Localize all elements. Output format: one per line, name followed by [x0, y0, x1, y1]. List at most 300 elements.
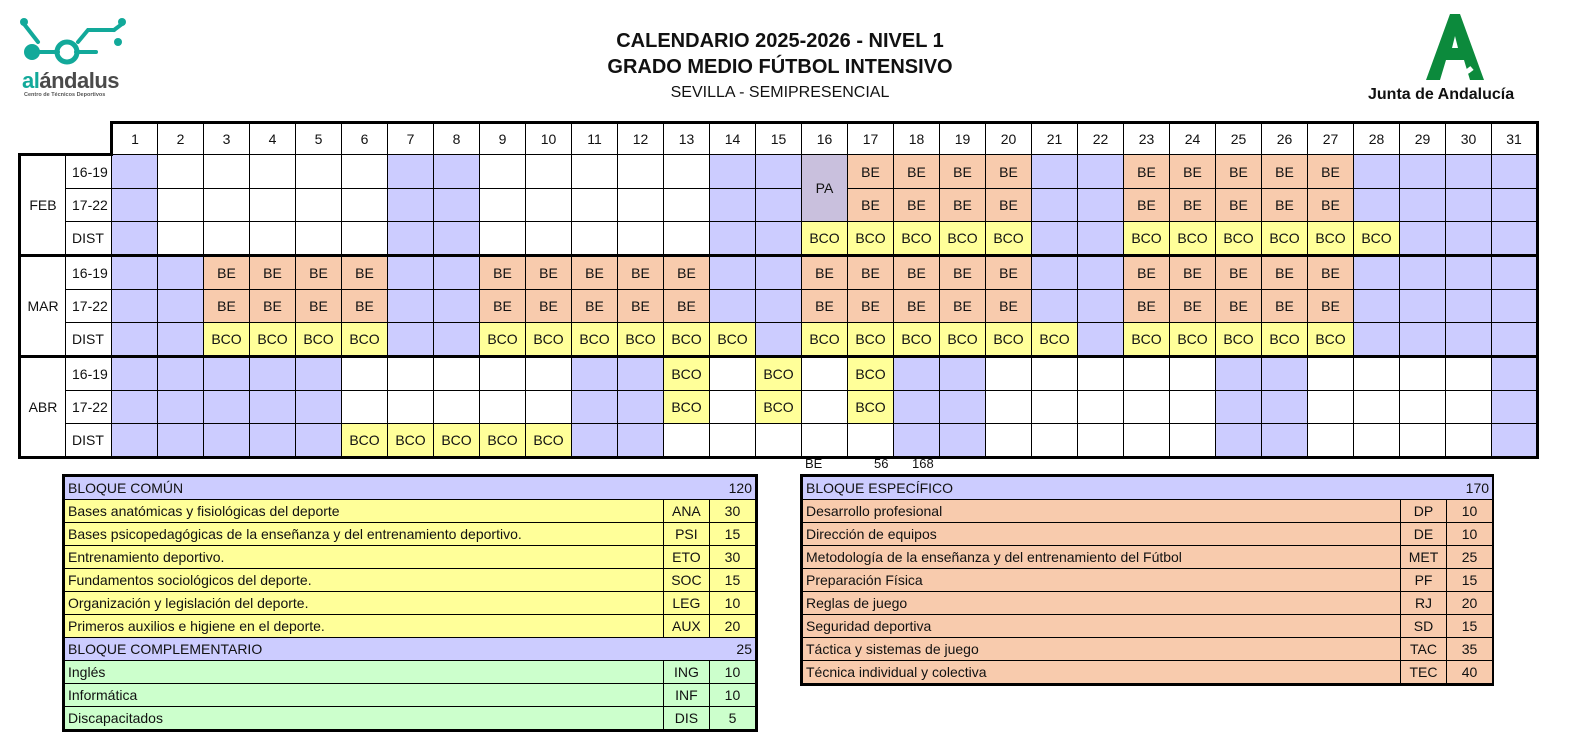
module-row [803, 569, 1493, 592]
calendar-cell [204, 222, 250, 256]
calendar-cell [434, 357, 480, 391]
month-label: MAR [20, 256, 66, 357]
day-header-29: 29 [1400, 123, 1446, 155]
module-hours: 20 [709, 615, 755, 638]
calendar-cell [204, 155, 250, 189]
calendar-cell [1308, 391, 1354, 424]
calendar-cell [710, 189, 756, 222]
module-name: Entrenamiento deportivo. [65, 546, 664, 569]
day-header-31: 31 [1492, 123, 1538, 155]
day-header-row [20, 123, 1538, 155]
session-cell-be: BE [342, 256, 388, 290]
session-cell-bco: BCO [572, 323, 618, 357]
session-cell-bco: BCO [940, 222, 986, 256]
time-slot-label: DIST [66, 323, 112, 357]
day-header-19: 19 [940, 123, 986, 155]
module-name: Desarrollo profesional [803, 500, 1401, 523]
session-cell-be: BE [1216, 189, 1262, 222]
calendar-cell [710, 256, 756, 290]
calendar-cell [1078, 391, 1124, 424]
calendar-cell [1492, 155, 1538, 189]
calendar-cell [756, 424, 802, 458]
session-cell-be: BE [204, 256, 250, 290]
module-name: Metodología de la enseñanza y del entrenamiento del Fútbol [803, 546, 1401, 569]
calendar-cell [1492, 256, 1538, 290]
calendar-cell [388, 189, 434, 222]
calendar-cell [434, 323, 480, 357]
calendar-cell [1446, 357, 1492, 391]
calendar-cell [1078, 155, 1124, 189]
module-code: DE [1401, 523, 1447, 546]
junta-name: Junta de Andalucía [1368, 86, 1515, 103]
module-hours: 15 [1447, 569, 1493, 592]
calendar-cell [250, 222, 296, 256]
module-hours: 30 [709, 546, 755, 569]
calendar-cell [1400, 155, 1446, 189]
calendar-cell [618, 222, 664, 256]
calendar-cell [1446, 155, 1492, 189]
calendar-cell [940, 357, 986, 391]
session-cell-be: BE [940, 155, 986, 189]
calendar-cell [710, 424, 756, 458]
session-cell-be: BE [1216, 155, 1262, 189]
session-cell-be: BE [1262, 189, 1308, 222]
calendar-cell [250, 357, 296, 391]
calendar-cell [1262, 357, 1308, 391]
session-cell-be: BE [1170, 155, 1216, 189]
day-header-15: 15 [756, 123, 802, 155]
session-cell-bco: BCO [1216, 323, 1262, 357]
session-cell-be: BE [986, 155, 1032, 189]
calendar-cell [480, 357, 526, 391]
session-cell-be: BE [1124, 290, 1170, 323]
calendar-cell [158, 357, 204, 391]
calendar-cell [112, 256, 158, 290]
session-cell-bco: BCO [434, 424, 480, 458]
calendar-cell [480, 155, 526, 189]
session-cell-be: BE [1124, 256, 1170, 290]
calendar-cell [1492, 290, 1538, 323]
alandalus-logo [18, 12, 148, 100]
day-header-26: 26 [1262, 123, 1308, 155]
module-hours: 40 [1447, 661, 1493, 684]
session-cell-bco: BCO [848, 323, 894, 357]
calendar-cell [1400, 424, 1446, 458]
calendar-cell [250, 189, 296, 222]
calendar-cell [1124, 424, 1170, 458]
module-row [803, 592, 1493, 615]
session-cell-be: BE [1308, 189, 1354, 222]
day-header-13: 13 [664, 123, 710, 155]
calendar-cell [480, 222, 526, 256]
module-row [65, 684, 756, 707]
session-cell-bco: BCO [1124, 323, 1170, 357]
session-cell-pa: PA [802, 155, 848, 222]
calendar-cell [986, 357, 1032, 391]
calendar-cell [664, 222, 710, 256]
calendar-cell [572, 189, 618, 222]
calendar-cell [848, 424, 894, 458]
session-cell-be: BE [1216, 290, 1262, 323]
session-cell-be: BE [572, 256, 618, 290]
calendar-cell [158, 256, 204, 290]
day-header-25: 25 [1216, 123, 1262, 155]
calendar-cell [1492, 357, 1538, 391]
module-code: ETO [663, 546, 709, 569]
session-cell-bco: BCO [756, 357, 802, 391]
time-slot-label: 16-19 [66, 155, 112, 189]
module-row [803, 523, 1493, 546]
calendar-cell [1354, 189, 1400, 222]
title-line-3: SEVILLA - SEMIPRESENCIAL [670, 84, 890, 101]
calendar-cell [1446, 222, 1492, 256]
calendar-cell [250, 424, 296, 458]
block-total-hours: 170 [1447, 477, 1493, 500]
calendar-cell [986, 424, 1032, 458]
session-cell-bco: BCO [1170, 222, 1216, 256]
calendar-grid [18, 121, 1539, 459]
module-code: INF [663, 684, 709, 707]
block-title: BLOQUE ESPECÍFICO [803, 477, 1447, 500]
bloque-especifico-header [803, 477, 1493, 500]
calendar-cell [756, 323, 802, 357]
calendar-cell [1354, 323, 1400, 357]
calendar-cell [1400, 391, 1446, 424]
session-cell-bco: BCO [986, 323, 1032, 357]
calendar-cell [342, 189, 388, 222]
session-cell-be: BE [1262, 290, 1308, 323]
brand-name: alándalus [22, 68, 119, 93]
session-cell-bco: BCO [1262, 222, 1308, 256]
day-header-28: 28 [1354, 123, 1400, 155]
time-slot-label: 17-22 [66, 391, 112, 424]
calendar-row-mar-17-22 [20, 290, 1538, 323]
module-hours: 10 [709, 661, 755, 684]
day-header-18: 18 [894, 123, 940, 155]
session-cell-be: BE [894, 290, 940, 323]
module-hours: 35 [1447, 638, 1493, 661]
session-cell-bco: BCO [986, 222, 1032, 256]
bloque-comun-header [65, 477, 756, 500]
block-title: BLOQUE COMÚN [65, 477, 710, 500]
session-cell-bco: BCO [894, 222, 940, 256]
title-line-2: GRADO MEDIO FÚTBOL INTENSIVO [607, 56, 953, 78]
session-cell-be: BE [618, 256, 664, 290]
session-cell-be: BE [1124, 189, 1170, 222]
time-slot-label: 16-19 [66, 357, 112, 391]
session-cell-bco: BCO [480, 424, 526, 458]
calendar-cell [112, 391, 158, 424]
module-hours: 10 [1447, 523, 1493, 546]
calendar-cell [756, 290, 802, 323]
day-header-20: 20 [986, 123, 1032, 155]
calendar-cell [710, 391, 756, 424]
session-cell-be: BE [1170, 189, 1216, 222]
module-name: Primeros auxilios e higiene en el deporte. [65, 615, 664, 638]
module-hours: 10 [1447, 500, 1493, 523]
calendar-cell [1170, 391, 1216, 424]
session-cell-be: BE [940, 189, 986, 222]
calendar-cell [388, 222, 434, 256]
calendar-cell [1124, 391, 1170, 424]
calendar-cell [1400, 290, 1446, 323]
day-header-4: 4 [250, 123, 296, 155]
module-code: DIS [663, 707, 709, 730]
calendar-cell [158, 424, 204, 458]
session-cell-bco: BCO [848, 391, 894, 424]
session-cell-be: BE [204, 290, 250, 323]
calendar-cell [1492, 222, 1538, 256]
calendar-cell [112, 155, 158, 189]
calendar-cell [250, 155, 296, 189]
calendar-cell [802, 357, 848, 391]
module-hours: 20 [1447, 592, 1493, 615]
calendar-cell [1078, 256, 1124, 290]
time-slot-label: 17-22 [66, 290, 112, 323]
calendar-cell [1354, 155, 1400, 189]
module-code: TAC [1401, 638, 1447, 661]
session-cell-bco: BCO [204, 323, 250, 357]
day-header-12: 12 [618, 123, 664, 155]
module-code: PSI [663, 523, 709, 546]
day-header-7: 7 [388, 123, 434, 155]
session-cell-be: BE [296, 290, 342, 323]
session-cell-bco: BCO [526, 323, 572, 357]
calendar-cell [756, 155, 802, 189]
calendar-cell [1446, 256, 1492, 290]
calendar-cell [526, 222, 572, 256]
calendar-row-feb-17-22 [20, 189, 1538, 222]
session-cell-bco: BCO [1308, 323, 1354, 357]
module-code: SOC [663, 569, 709, 592]
day-header-22: 22 [1078, 123, 1124, 155]
calendar-cell [1032, 391, 1078, 424]
session-cell-be: BE [848, 290, 894, 323]
bloque-especifico-table [800, 474, 1494, 686]
calendar-cell [112, 189, 158, 222]
day-header-21: 21 [1032, 123, 1078, 155]
bloque-complementario-header [65, 638, 756, 661]
brand-subtitle: Centro de Técnicos Deportivos [24, 92, 106, 98]
calendar-cell [572, 424, 618, 458]
calendar-cell [1032, 357, 1078, 391]
time-slot-label: 17-22 [66, 189, 112, 222]
session-cell-bco: BCO [1262, 323, 1308, 357]
day-header-30: 30 [1446, 123, 1492, 155]
module-row [803, 615, 1493, 638]
calendar-cell [1216, 424, 1262, 458]
session-cell-be: BE [1170, 256, 1216, 290]
calendar-cell [572, 222, 618, 256]
calendar-cell [1032, 189, 1078, 222]
session-cell-be: BE [480, 290, 526, 323]
calendar-cell [342, 222, 388, 256]
calendar-cell [480, 189, 526, 222]
day-header-17: 17 [848, 123, 894, 155]
day-header-9: 9 [480, 123, 526, 155]
calendar-cell [1308, 357, 1354, 391]
session-cell-be: BE [250, 290, 296, 323]
calendar-cell [296, 189, 342, 222]
day-header-2: 2 [158, 123, 204, 155]
session-cell-be: BE [986, 256, 1032, 290]
calendar-row-abr-dist [20, 424, 1538, 458]
calendar-cell [388, 290, 434, 323]
day-header-10: 10 [526, 123, 572, 155]
session-cell-bco: BCO [480, 323, 526, 357]
day-header-23: 23 [1124, 123, 1170, 155]
session-cell-be: BE [986, 189, 1032, 222]
day-header-6: 6 [342, 123, 388, 155]
calendar-cell [296, 424, 342, 458]
module-hours: 10 [709, 684, 755, 707]
module-row [65, 707, 756, 730]
module-name: Organización y legislación del deporte. [65, 592, 664, 615]
session-cell-be: BE [572, 290, 618, 323]
module-hours: 5 [709, 707, 755, 730]
session-cell-bco: BCO [802, 323, 848, 357]
calendar-cell [158, 222, 204, 256]
calendar-cell [756, 222, 802, 256]
calendar-cell [296, 391, 342, 424]
calendar-cell [158, 391, 204, 424]
module-code: AUX [663, 615, 709, 638]
calendar-cell [710, 357, 756, 391]
session-cell-be: BE [986, 290, 1032, 323]
calendar-cell [756, 256, 802, 290]
calendar-cell [1216, 357, 1262, 391]
calendar-cell [1308, 424, 1354, 458]
calendar-cell [1032, 424, 1078, 458]
calendar-cell [1032, 222, 1078, 256]
calendar-cell [710, 290, 756, 323]
month-label: ABR [20, 357, 66, 458]
module-name: Reglas de juego [803, 592, 1401, 615]
calendar-cell [1078, 189, 1124, 222]
calendar-cell [158, 189, 204, 222]
module-code: PF [1401, 569, 1447, 592]
module-hours: 15 [709, 569, 755, 592]
calendar-cell [526, 155, 572, 189]
calendar-cell [296, 357, 342, 391]
module-row [65, 661, 756, 684]
calendar-cell [112, 424, 158, 458]
calendar-cell [434, 290, 480, 323]
calendar-cell [204, 357, 250, 391]
session-cell-be: BE [664, 256, 710, 290]
session-cell-bco: BCO [756, 391, 802, 424]
session-cell-be: BE [664, 290, 710, 323]
session-cell-bco: BCO [1032, 323, 1078, 357]
module-code: RJ [1401, 592, 1447, 615]
session-cell-bco: BCO [342, 424, 388, 458]
module-name: Bases anatómicas y fisiológicas del deporte [65, 500, 664, 523]
session-cell-bco: BCO [1308, 222, 1354, 256]
calendar-cell [434, 222, 480, 256]
session-cell-bco: BCO [250, 323, 296, 357]
calendar-cell [710, 155, 756, 189]
calendar-cell [1492, 189, 1538, 222]
calendar-cell [1262, 391, 1308, 424]
time-slot-label: DIST [66, 424, 112, 458]
module-row [65, 615, 756, 638]
calendar-cell [940, 391, 986, 424]
calendar-row-abr-16-19 [20, 357, 1538, 391]
calendar-cell [1170, 424, 1216, 458]
calendar-cell [1446, 323, 1492, 357]
calendar-cell [112, 323, 158, 357]
calendar-cell [618, 424, 664, 458]
module-name: Bases psicopedagógicas de la enseñanza y del entrenamiento deportivo. [65, 523, 664, 546]
module-name: Técnica individual y colectiva [803, 661, 1401, 684]
session-cell-bco: BCO [940, 323, 986, 357]
module-name: Inglés [65, 661, 664, 684]
calendar-cell [112, 357, 158, 391]
session-cell-be: BE [848, 256, 894, 290]
calendar-cell [1078, 323, 1124, 357]
calendar-cell [1262, 424, 1308, 458]
calendar-cell [1170, 357, 1216, 391]
block-total-hours: 25 [709, 638, 755, 661]
module-hours: 30 [709, 500, 755, 523]
module-name: Discapacitados [65, 707, 664, 730]
module-hours: 10 [709, 592, 755, 615]
session-cell-be: BE [1308, 155, 1354, 189]
session-cell-be: BE [296, 256, 342, 290]
time-slot-label: 16-19 [66, 256, 112, 290]
calendar-cell [526, 391, 572, 424]
module-row [65, 569, 756, 592]
calendar-cell [894, 357, 940, 391]
calendar-row-mar-16-19 [20, 256, 1538, 290]
session-cell-bco: BCO [664, 323, 710, 357]
module-code: MET [1401, 546, 1447, 569]
calendar-row-feb-16-19 [20, 155, 1538, 189]
calendar-cell [618, 357, 664, 391]
calendar-cell [204, 189, 250, 222]
junta-emblem-icon [1360, 10, 1535, 84]
calendar-cell [296, 155, 342, 189]
title-line-1: CALENDARIO 2025-2026 - NIVEL 1 [616, 30, 944, 52]
module-row [65, 500, 756, 523]
calendar-cell [526, 189, 572, 222]
module-hours: 15 [709, 523, 755, 546]
calendar-cell [618, 391, 664, 424]
session-cell-be: BE [1262, 256, 1308, 290]
session-cell-be: BE [1170, 290, 1216, 323]
calendar-cell [388, 155, 434, 189]
calendar-cell [1400, 189, 1446, 222]
calendar-cell [342, 155, 388, 189]
day-header-24: 24 [1170, 123, 1216, 155]
module-code: TEC [1401, 661, 1447, 684]
calendar-cell [572, 155, 618, 189]
day-header-3: 3 [204, 123, 250, 155]
calendar-cell [388, 323, 434, 357]
calendar-cell [894, 424, 940, 458]
module-name: Táctica y sistemas de juego [803, 638, 1401, 661]
calendar-cell [1216, 391, 1262, 424]
session-cell-bco: BCO [894, 323, 940, 357]
calendar-cell [1078, 357, 1124, 391]
calendar-row-abr-17-22 [20, 391, 1538, 424]
session-cell-be: BE [1124, 155, 1170, 189]
session-cell-bco: BCO [1170, 323, 1216, 357]
calendar-cell [664, 155, 710, 189]
calendar-cell [1354, 424, 1400, 458]
calendar-cell [342, 357, 388, 391]
month-label: FEB [20, 155, 66, 256]
